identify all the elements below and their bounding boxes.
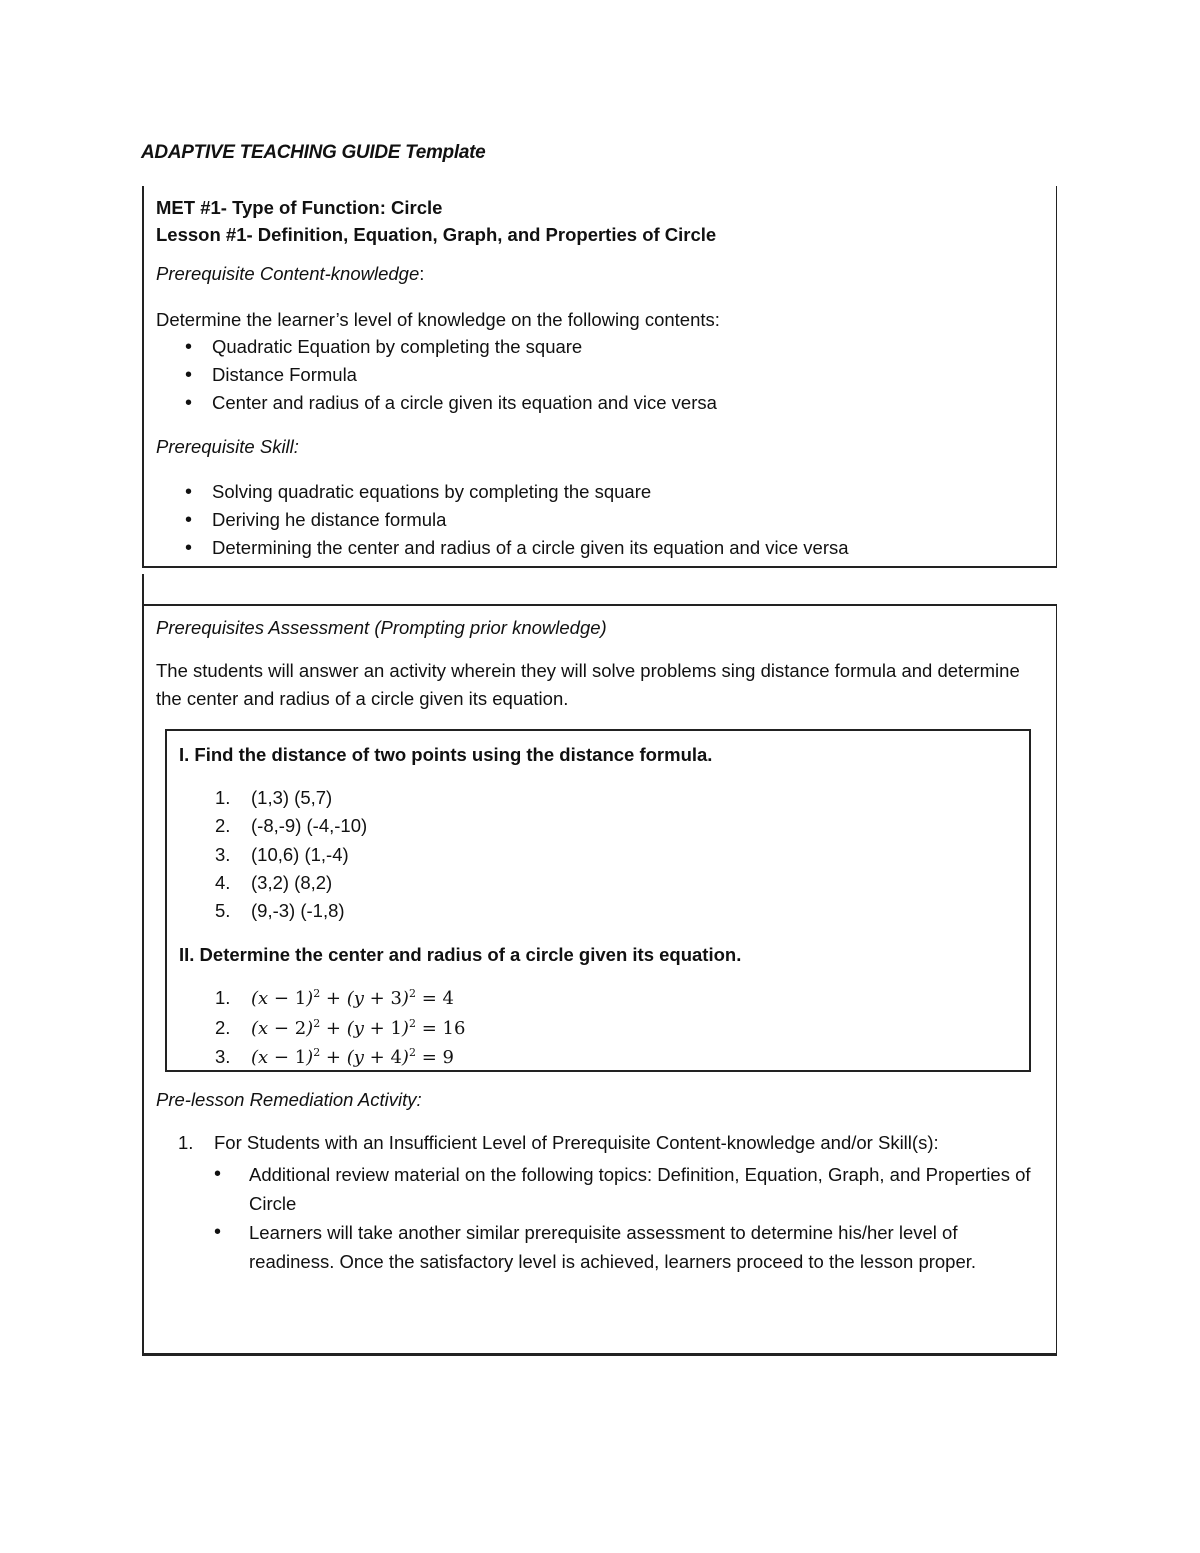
item-number: 3. [215,843,231,865]
list-item [179,897,1017,925]
cell-border-right [1056,604,1058,1356]
row-divider [142,604,1057,606]
cell-border-right [1056,186,1058,566]
document-title: ADAPTIVE TEACHING GUIDE Template [141,142,486,163]
assessment-label: Prerequisites Assessment (Prompting prior knowledge) [156,617,607,638]
skill-label: Prerequisite Skill: [156,436,299,457]
item-number: 5. [215,900,231,922]
item-number: 2. [215,1016,231,1038]
list-item [179,841,1017,869]
cell-border-left [142,574,144,604]
list-item [179,984,1017,1013]
list-item: • Quadratic Equation by completing the square [142,333,1043,361]
item-number: 1. [215,987,231,1009]
list-item: • Center and radius of a circle given its equation and vice versa [142,389,1043,417]
list-item: • Distance Formula [142,361,1043,389]
list-item: • Deriving he distance formula [142,506,1043,534]
content-list [142,333,1043,417]
list-item [142,1128,1043,1276]
list-item: • Learners will take another similar prerequisite assessment to determine his/her level of readiness. Once the satisfactory level is achieved, learners proceed to the lesson proper. [214,1218,1043,1276]
cell-border-left [142,186,144,258]
circle-equation: $(x - 1)^2 + (y + 3)^2 = 4$ [251,987,454,1010]
remediation-sublist [214,1160,1043,1276]
list-item [179,1014,1017,1043]
point-pair: (3,2) (8,2) [251,871,333,893]
content-knowledge-colon: : [419,263,425,284]
content-intro: Determine the learner’s level of knowledge on the following contents: [156,309,720,330]
list-item [179,1043,1017,1072]
item-number: 2. [215,815,231,837]
point-pair: (10,6) (1,-4) [251,843,349,865]
list-item: • Solving quadratic equations by completing the square [142,478,1043,506]
list-item: • Additional review material on the following topics: Definition, Equation, Graph, and Properties of Circle [214,1160,1043,1218]
list-item [179,869,1017,897]
list-item [179,812,1017,840]
circle-equation-list [179,984,1017,1072]
circle-equation: $(x - 1)^2 + (y + 4)^2 = 9$ [251,1046,454,1069]
item-number: 1. [215,787,231,808]
point-pair: (9,-3) (-1,8) [251,900,345,922]
met-title: MET #1- Type of Function: Circle [156,197,443,218]
prerequisite-cell [156,260,1043,562]
remediation-list [142,1128,1043,1276]
assessment-activity-box [165,729,1031,1072]
part1-heading: I. Find the distance of two points using the distance formula. [179,744,713,765]
item-number: 3. [215,1046,231,1068]
table-bottom-border [142,1353,1057,1356]
remediation-section [156,1086,1043,1276]
lesson-title: Lesson #1- Definition, Equation, Graph, and Properties of Circle [156,224,717,245]
remediation-item-text: For Students with an Insufficient Level of Prerequisite Content-knowledge and/or Skill(s): [214,1132,939,1153]
remediation-label: Pre-lesson Remediation Activity: [156,1089,422,1110]
distance-problem-list [179,784,1017,925]
content-knowledge-label: Prerequisite Content-knowledge [156,263,420,284]
list-item: • Determining the center and radius of a circle given its equation and vice versa [142,534,1043,562]
part2-heading: II. Determine the center and radius of a circle given its equation. [179,944,742,966]
item-number: 4. [215,871,231,893]
skill-list [142,478,1043,562]
list-item [179,784,1017,812]
assessment-description: The students will answer an activity wherein they will solve problems sing distance formula and determine the center and radius of a circle given its equation. [156,660,1020,709]
point-pair: (-8,-9) (-4,-10) [251,815,368,837]
row-divider [142,566,1057,568]
item-number: 1. [178,1132,194,1153]
header-cell [156,194,1043,248]
point-pair: (1,3) (5,7) [251,787,333,808]
circle-equation: $(x - 2)^2 + (y + 1)^2 = 16$ [251,1016,466,1039]
assessment-cell [156,614,1043,713]
